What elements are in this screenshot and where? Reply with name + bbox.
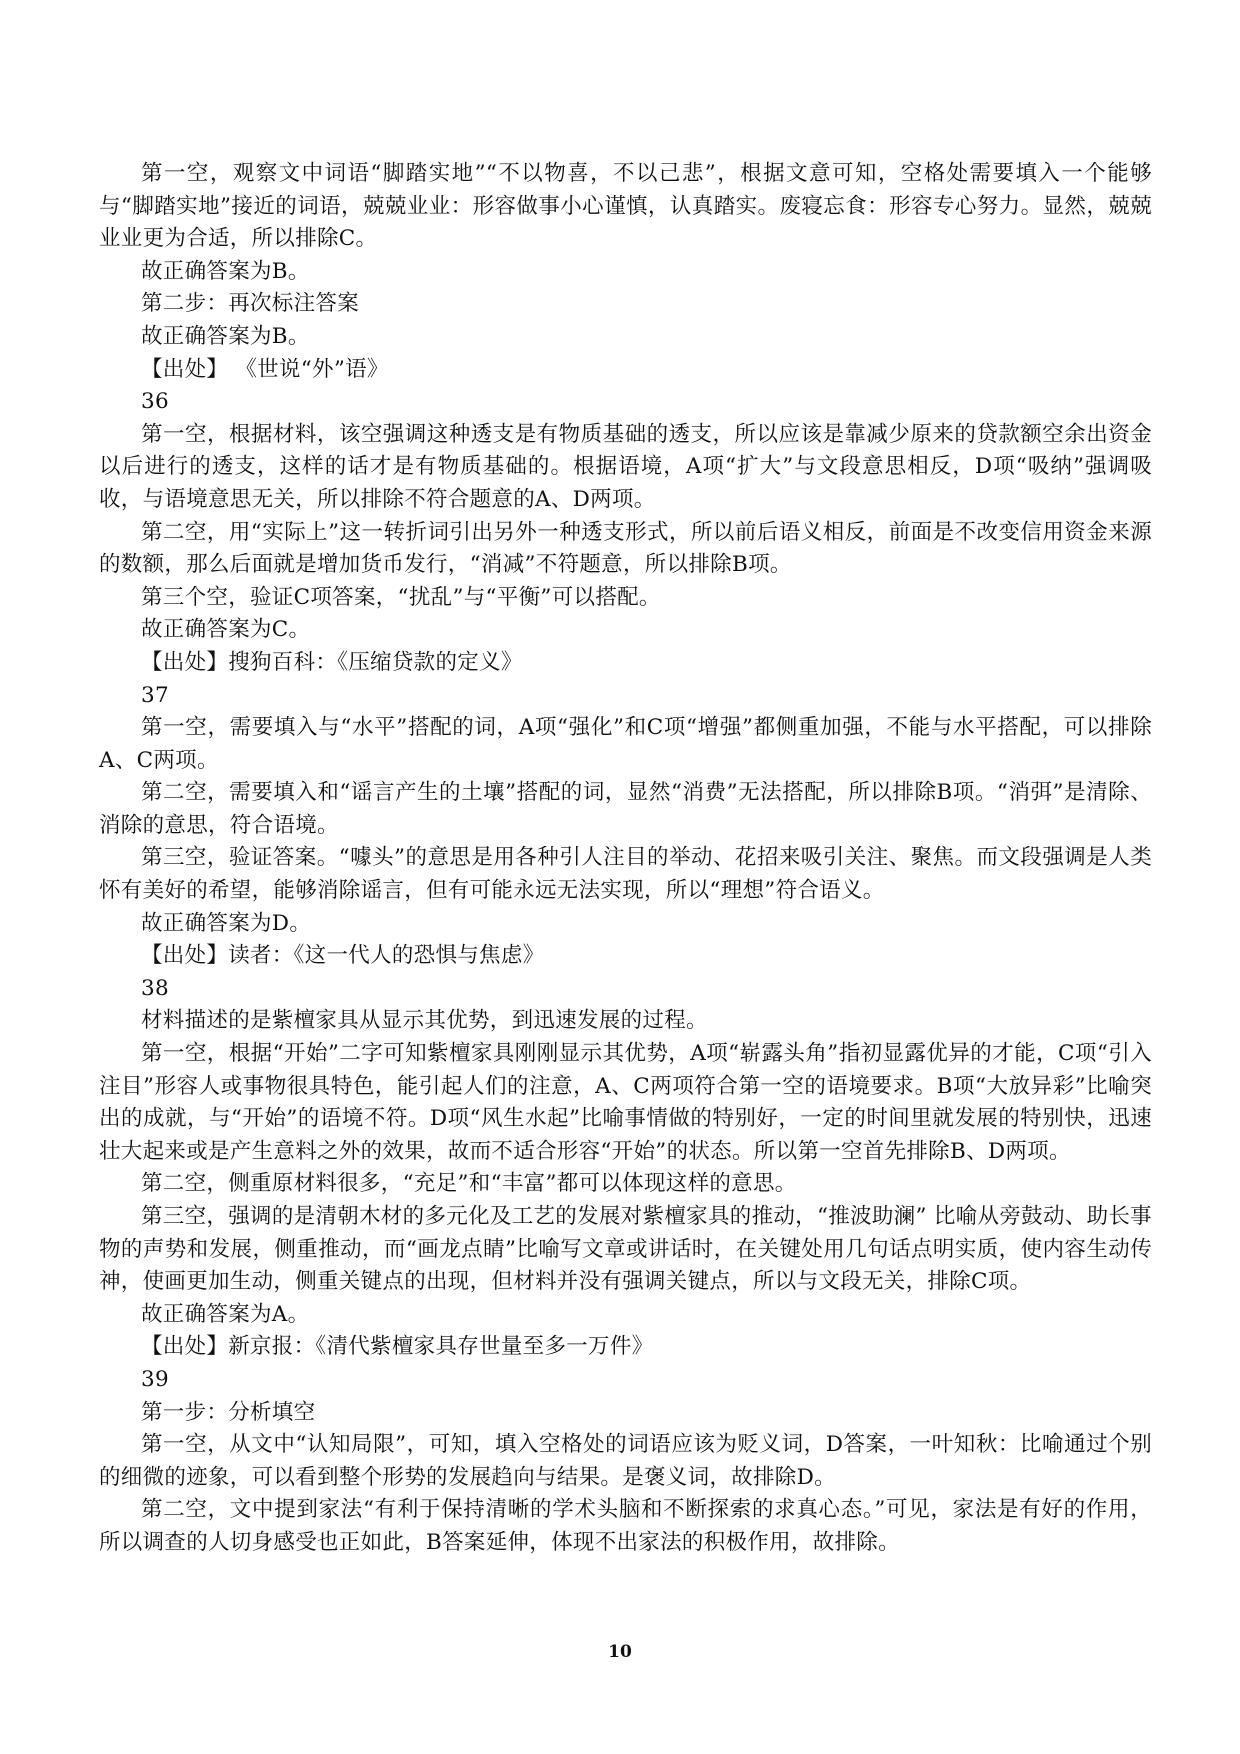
paragraph: 故正确答案为A。 (141, 1301, 310, 1327)
paragraph: 38 (141, 975, 169, 1001)
paragraph: 【出处】读者：《这一代人的恐惧与焦虑》 (141, 943, 545, 969)
paragraph: 第三空，验证答案。“噱头”的意思是用各种引人注目的举动、花招来吸引关注、聚焦。而文段强调是人类怀有美好的希望，能够消除谣言，但有可能永远无法实现，所以“理想”符合语义。 (99, 845, 1152, 904)
paragraph: 第一空，观察文中词语“脚踏实地”“不以物喜，不以己悲”，根据文意可知，空格处需要填入一个能够与“脚踏实地”接近的词语，兢兢业业：形容做事小心谨慎，认真踏实。废寝忘食：形容专心努力。显然，兢兢业业更为合适，所以排除C。 (99, 161, 1152, 252)
paragraph: 【出处】新京报：《清代紫檀家具存世量至多一万件》 (141, 1334, 654, 1360)
paragraph: 故正确答案为D。 (141, 910, 312, 936)
paragraph: 36 (141, 389, 169, 415)
paragraph: 39 (141, 1366, 169, 1392)
paragraph: 【出处】搜狗百科：《压缩贷款的定义》 (141, 649, 523, 675)
paragraph: 【出处】 《世说“外”语》 (141, 356, 389, 382)
paragraph: 第一步：分析填空 (141, 1399, 316, 1425)
page-number: 10 (608, 1642, 632, 1662)
paragraph: 第二空，文中提到家法“有利于保持清晰的学术头脑和不断探索的求真心态。”可见，家法是有好的作用，所以调查的人切身感受也正如此，B答案延伸，体现不出家法的积极作用，故排除。 (99, 1497, 1152, 1555)
paragraph: 第二空，侧重原材料很多，“充足”和“丰富”都可以体现这样的意思。 (141, 1171, 797, 1197)
paragraph: 材料描述的是紫檀家具从显示其优势，到迅速发展的过程。 (141, 1008, 708, 1034)
paragraph: 第二步：再次标注答案 (141, 291, 360, 317)
paragraph: 故正确答案为B。 (141, 323, 310, 349)
paragraph: 第一空，从文中“认知局限”，可知，填入空格处的词语应该为贬义词，D答案，一叶知秋：比喻通过个别的细微的迹象，可以看到整个形势的发展趋向与结果。是褒义词，故排除D。 (99, 1432, 1152, 1490)
paragraph: 37 (141, 682, 169, 708)
paragraph: 第三空，强调的是清朝木材的多元化及工艺的发展对紫檀家具的推动，“推波助澜” 比喻从旁鼓动、助长事物的声势和发展，侧重推动，而“画龙点睛”比喻写文章或讲话时，在关键处用几句话点明实质，使内容生动传神，使画更加生动，侧重关键点的出现，但材料并没有强调关键点，所以与文段无关，排除C项。 (99, 1204, 1152, 1295)
paragraph: 第一空，需要填入与“水平”搭配的词，A项“强化”和C项“增强”都侧重加强，不能与水平搭配，可以排除A、C两项。 (99, 715, 1152, 773)
paragraph: 故正确答案为B。 (141, 258, 310, 284)
paragraph: 第二空，用“实际上”这一转折词引出另外一种透支形式，所以前后语义相反，前面是不改变信用资金来源的数额，那么后面就是增加货币发行，“消减”不符题意，所以排除B项。 (99, 519, 1152, 578)
paragraph: 第一空，根据材料，该空强调这种透支是有物质基础的透支，所以应该是靠减少原来的贷款额空余出资金以后进行的透支，这样的话才是有物质基础的。根据语境，A项“扩大”与文段意思相反，D项“吸纳”强调吸收，与语境意思无关，所以排除不符合题意的A、D两项。 (99, 421, 1152, 512)
paragraph: 第一空，根据“开始”二字可知紫檀家具刚刚显示其优势，A项“崭露头角”指初显露优异的才能，C项“引入注目”形容人或事物很具特色，能引起人们的注意，A、C两项符合第一空的语境要求。B项“大放异彩”比喻突出的成就，与“开始”的语境不符。D项“风生水起”比喻事情做的特别好，一定的时间里就发展的特别快，迅速壮大起来或是产生意料之外的效果，故而不适合形容“开始”的状态。所以第一空首先排除B、D两项。 (99, 1041, 1152, 1164)
paragraph: 第二空，需要填入和“谣言产生的土壤”搭配的词，显然“消费”无法搭配，所以排除B项。“消弭”是清除、消除的意思，符合语境。 (99, 780, 1152, 838)
paragraph: 第三个空，验证C项答案，“扰乱”与“平衡”可以搭配。 (141, 584, 661, 610)
document-body (99, 158, 1152, 1560)
paragraph: 故正确答案为C。 (141, 617, 311, 643)
